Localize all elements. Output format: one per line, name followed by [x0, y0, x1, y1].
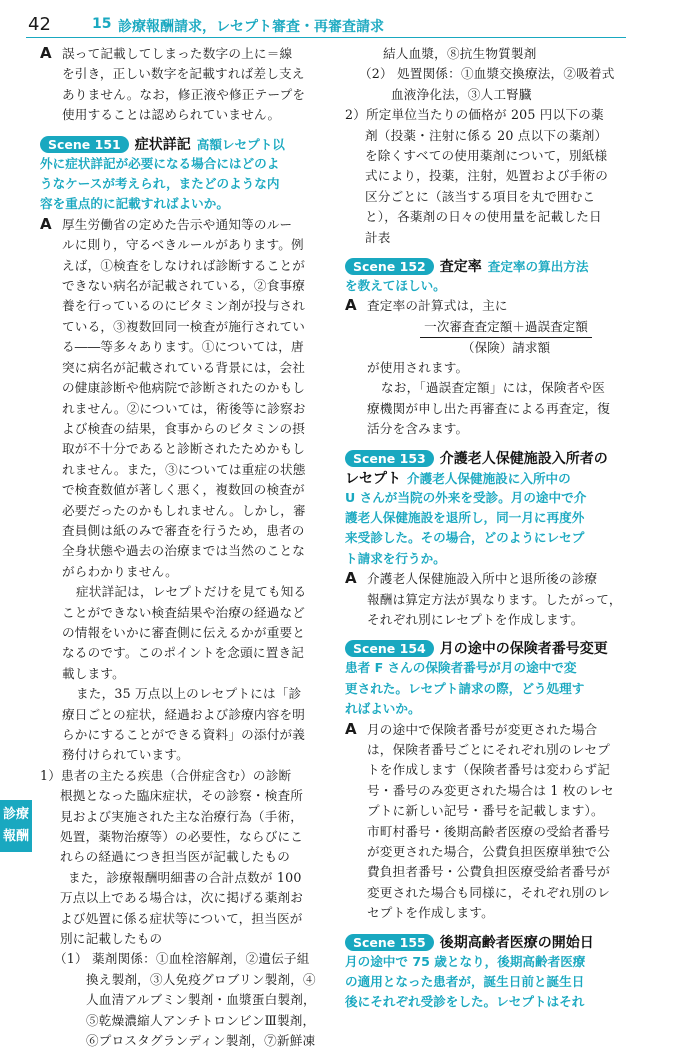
list-item-1: 1）患者の主たる疾患（合併症含む）の診断 — [40, 767, 292, 783]
side-tab-label: 報酬 — [2, 829, 29, 844]
text-line: がらわかりません。 — [62, 563, 178, 579]
answer-mark: A — [345, 296, 357, 315]
text-line: る――等多々あります。①については，唐 — [62, 339, 304, 355]
text-line: ありません。なお，修正液や修正テープを — [62, 86, 306, 102]
text-line: が使用されます。 — [367, 359, 469, 375]
text-line: 換え製剤，③人免疫グロブリン製剤，④ — [86, 971, 316, 987]
text-line: なるのです。このポイントを念頭に置き記 — [62, 645, 305, 661]
question-text: ト請求を行うか。 — [345, 550, 446, 566]
text-line: 見および実施された主な治療行為（手術， — [60, 808, 304, 824]
question-text: 査定率の算出方法 — [487, 259, 589, 275]
text-line: ことができない検査結果や治療の経過など — [62, 604, 306, 620]
formula-denominator: （保険）請求額 — [461, 339, 551, 355]
scene-152 — [345, 256, 645, 439]
question-text: 介護老人保健施設に入所中の — [407, 470, 571, 486]
scene-153 — [345, 448, 645, 631]
scene-154 — [345, 638, 645, 923]
text-line: ている，③複数回同一検査が施行されてい — [62, 318, 306, 334]
text-line: 計表 — [365, 229, 391, 245]
question-text: うなケースが考えられ，またどのような内 — [40, 176, 280, 192]
scene-badge: Scene 152 — [345, 258, 434, 275]
text-line: ルに則り，守るべきルールがあります。例 — [62, 237, 304, 253]
scene-heading — [345, 448, 645, 468]
text-line: 費負担者番号・公費負担医療受給者番号が — [367, 864, 611, 880]
answer-mark: A — [345, 569, 357, 588]
text-line: れません。②については，術後等に診察お — [62, 400, 306, 416]
text-line: 養を行っているのにビタミン剤が投与され — [62, 298, 306, 314]
list-item-2: 2）所定単位当たりの価格が 205 円以下の薬 — [345, 107, 604, 123]
scene-title: 症状詳記 — [134, 136, 191, 153]
text-line: それぞれ別にレセプトを作成します。 — [367, 611, 584, 627]
question-text: を教えてほしい。 — [345, 278, 446, 294]
text-line: らかにすることができる資料」の添付が義 — [62, 727, 306, 742]
text-line: 全身状態や過去の治療までは当然のことな — [62, 543, 306, 559]
text-line: ⑤乾燥濃縮人アンチトロンビンⅢ製剤， — [86, 1012, 316, 1028]
text-line: の情報をいかに審査側に伝えるかが重要と — [62, 624, 306, 640]
question-text: 高額レセプト以 — [196, 136, 285, 152]
text-line: 誤って記載してしまった数字の上に＝線 — [62, 46, 293, 61]
answer-block — [345, 296, 645, 439]
header-divider — [26, 37, 626, 38]
chapter-title: 診療報酬請求，レセプト審査・再審査請求 — [118, 19, 384, 35]
text-line: よび処置に係る症状等について，担当医が — [60, 910, 303, 926]
scene-heading — [345, 638, 645, 658]
question-text: 容を重点的に記載すればよいか。 — [40, 196, 229, 212]
side-tab-label: 診療 — [2, 807, 29, 822]
text-line: 介護老人保健施設入所中と退所後の診療 — [367, 571, 598, 587]
scene-badge: Scene 155 — [345, 934, 434, 951]
formula-numerator: 一次審査査定額＋過誤査定額 — [420, 317, 592, 338]
formula — [367, 317, 645, 338]
question-text: 外に症状詳記が必要になる場合にはどのよ — [40, 155, 280, 171]
text-line: 載します。 — [62, 665, 125, 681]
text-line: 症状詳記は，レセプトだけを見ても知る — [76, 584, 307, 600]
text-line: は，保険者番号ごとにそれぞれ別のレセプ — [367, 741, 611, 757]
question-text: 後にそれぞれ受診をした。レセプトはそれ — [345, 994, 585, 1010]
scene-title: 月の途中の保険者番号変更 — [439, 641, 608, 658]
text-line: 月の途中で保険者番号が変更された場合 — [367, 721, 598, 737]
text-line: 使用することは認められていません。 — [62, 107, 281, 123]
text-line: 号・番号のみ変更された場合は 1 枚のレセ — [367, 782, 614, 798]
answer-mark: A — [40, 214, 52, 233]
text-line: 務付けられています。 — [62, 747, 189, 763]
text-line: できない病名が記載されている，②食事療 — [62, 278, 306, 294]
text-line: よび検査の結果，食事からのビタミンの摂 — [62, 420, 306, 436]
text-line: 市町村番号・後期高齢者医療の受給者番号 — [367, 823, 611, 839]
text-line: 式により，投薬，注射，処置および手術の — [365, 168, 609, 184]
text-line: 血液浄化法，③人工腎臓 — [391, 86, 532, 102]
scene-badge: Scene 151 — [40, 136, 129, 153]
text-line: 別に記載したもの — [60, 931, 163, 947]
scene-155 — [345, 932, 645, 1013]
page-header — [0, 0, 680, 40]
text-line: 査員側は紙のみで審査を行うため，患者の — [62, 522, 305, 538]
scene-badge: Scene 154 — [345, 640, 434, 657]
scene-151 — [40, 134, 335, 1052]
text-line: 療日ごとの症状，経過および診療内容を明 — [62, 706, 306, 722]
chapter-number: 15 — [92, 16, 112, 32]
scene-heading — [345, 256, 645, 276]
answer-block — [345, 720, 645, 924]
answer-block — [40, 215, 335, 766]
text-line: 区分ごとに（該当する項目を丸で囲むこ — [365, 188, 596, 204]
text-line: 療機関が申し出た再審査による再査定，復 — [367, 400, 611, 416]
text-line: えば，①検査をしなければ診断することが — [62, 257, 306, 273]
question-text: 月の途中で 75 歳となり，後期高齢者医療 — [345, 953, 586, 969]
text-line: 万点以上である場合は，次に掲げる薬剤お — [60, 890, 304, 906]
text-line: で検査数値が著しく悪く，複数回の検査が — [62, 482, 305, 498]
section-side-tab — [0, 800, 32, 852]
question-text: 患者 F さんの保険者番号が月の途中で変 — [345, 660, 577, 676]
question-text: 来受診した。その場合，どのようにレセプ — [345, 530, 585, 546]
answer-mark: A — [40, 44, 52, 62]
text-line: セプトを作成します。 — [367, 905, 494, 921]
text-line: と），各薬剤の日々の使用量を記載した日 — [365, 209, 602, 225]
scene-title: 査定率 — [439, 259, 482, 276]
text-line: れらの経過につき担当医が記載したもの — [60, 849, 291, 865]
text-line: 厚生労働省の定めた告示や通知等のルー — [62, 216, 293, 232]
right-column — [345, 44, 645, 1013]
text-line: なお，「過誤査定額」には，保険者や医 — [381, 380, 605, 396]
text-line: また，診療報酬明細書の合計点数が 100 — [68, 869, 302, 885]
scene-title: 介護老人保健施設入所者の — [439, 450, 608, 467]
left-column — [40, 44, 335, 1052]
text-line: トを作成します（保険者番号は変わらず記 — [367, 762, 611, 778]
scene-heading-cont — [345, 468, 645, 488]
text-line: の健康診断や他病院で診断されたのかもし — [62, 380, 306, 396]
scene-heading — [345, 932, 645, 952]
text-line: 処置，薬物治療等）の必要性，ならびにこ — [60, 829, 304, 845]
question-text: ればよいか。 — [345, 701, 421, 717]
answer-block — [345, 569, 645, 630]
text-line: を除くすべての使用薬剤について，別紙様 — [365, 148, 608, 164]
question-text: 更された。レセプト請求の際，どう処理す — [345, 680, 585, 696]
text-line: 人血清アルブミン製剤・血漿蛋白製剤， — [86, 992, 316, 1008]
question-text: U さんが当院の外来を受診。月の途中で介 — [345, 489, 587, 505]
text-line: また，35 万点以上のレセプトには「診 — [76, 686, 302, 702]
text-line: 活分を含みます。 — [367, 421, 469, 437]
scene-title: レセプト — [345, 470, 401, 487]
answer-intro — [40, 44, 335, 126]
text-line: 報酬は算定方法が異なります。したがって， — [367, 591, 622, 607]
text-line: 結人血漿，⑧抗生物質製剤 — [383, 46, 537, 61]
question-text: の適用となった患者が，誕生日前と誕生日 — [345, 974, 585, 990]
text-line: れません。また，③については重症の状態 — [62, 461, 306, 477]
scene-title: 後期高齢者医療の開始日 — [439, 934, 594, 951]
scene-badge: Scene 153 — [345, 450, 434, 467]
answer-mark: A — [345, 719, 357, 738]
text-line: 剤（投薬・注射に係る 20 点以下の薬剤） — [365, 127, 608, 143]
scene-heading — [40, 134, 335, 154]
text-line: 変更された場合も同様に，それぞれ別のレ — [367, 884, 611, 900]
sub-item-2: （2） 処置関係：①血漿交換療法，②吸着式 — [359, 66, 615, 82]
text-line: を引き，正しい数字を記載すれば差し支え — [62, 66, 305, 82]
text-line: 査定率の計算式は，主に — [367, 298, 508, 314]
text-line: 突に病名が記載されている背景には，会社 — [62, 359, 306, 375]
text-line: 取が不十分であると診断されたためかもし — [62, 441, 306, 457]
text-line: プトに新しい記号・番号を記載します）。 — [367, 803, 604, 819]
text-line: が変更された場合，公費負担医療単独で公 — [367, 844, 611, 859]
text-line: 根拠となった臨床症状，その診察・検査所 — [60, 788, 304, 804]
text-line: ⑥プロスタグランディン製剤，⑦新鮮凍 — [86, 1033, 316, 1049]
question-text: 護老人保健施設を退所し，同一月に再度外 — [345, 509, 585, 525]
sub-item-1: （1） 薬剤関係：①血栓溶解剤，②遺伝子組 — [54, 951, 310, 967]
text-line: 必要だったのかもしれません。しかし，審 — [62, 502, 306, 518]
page-number: 42 — [28, 14, 51, 35]
